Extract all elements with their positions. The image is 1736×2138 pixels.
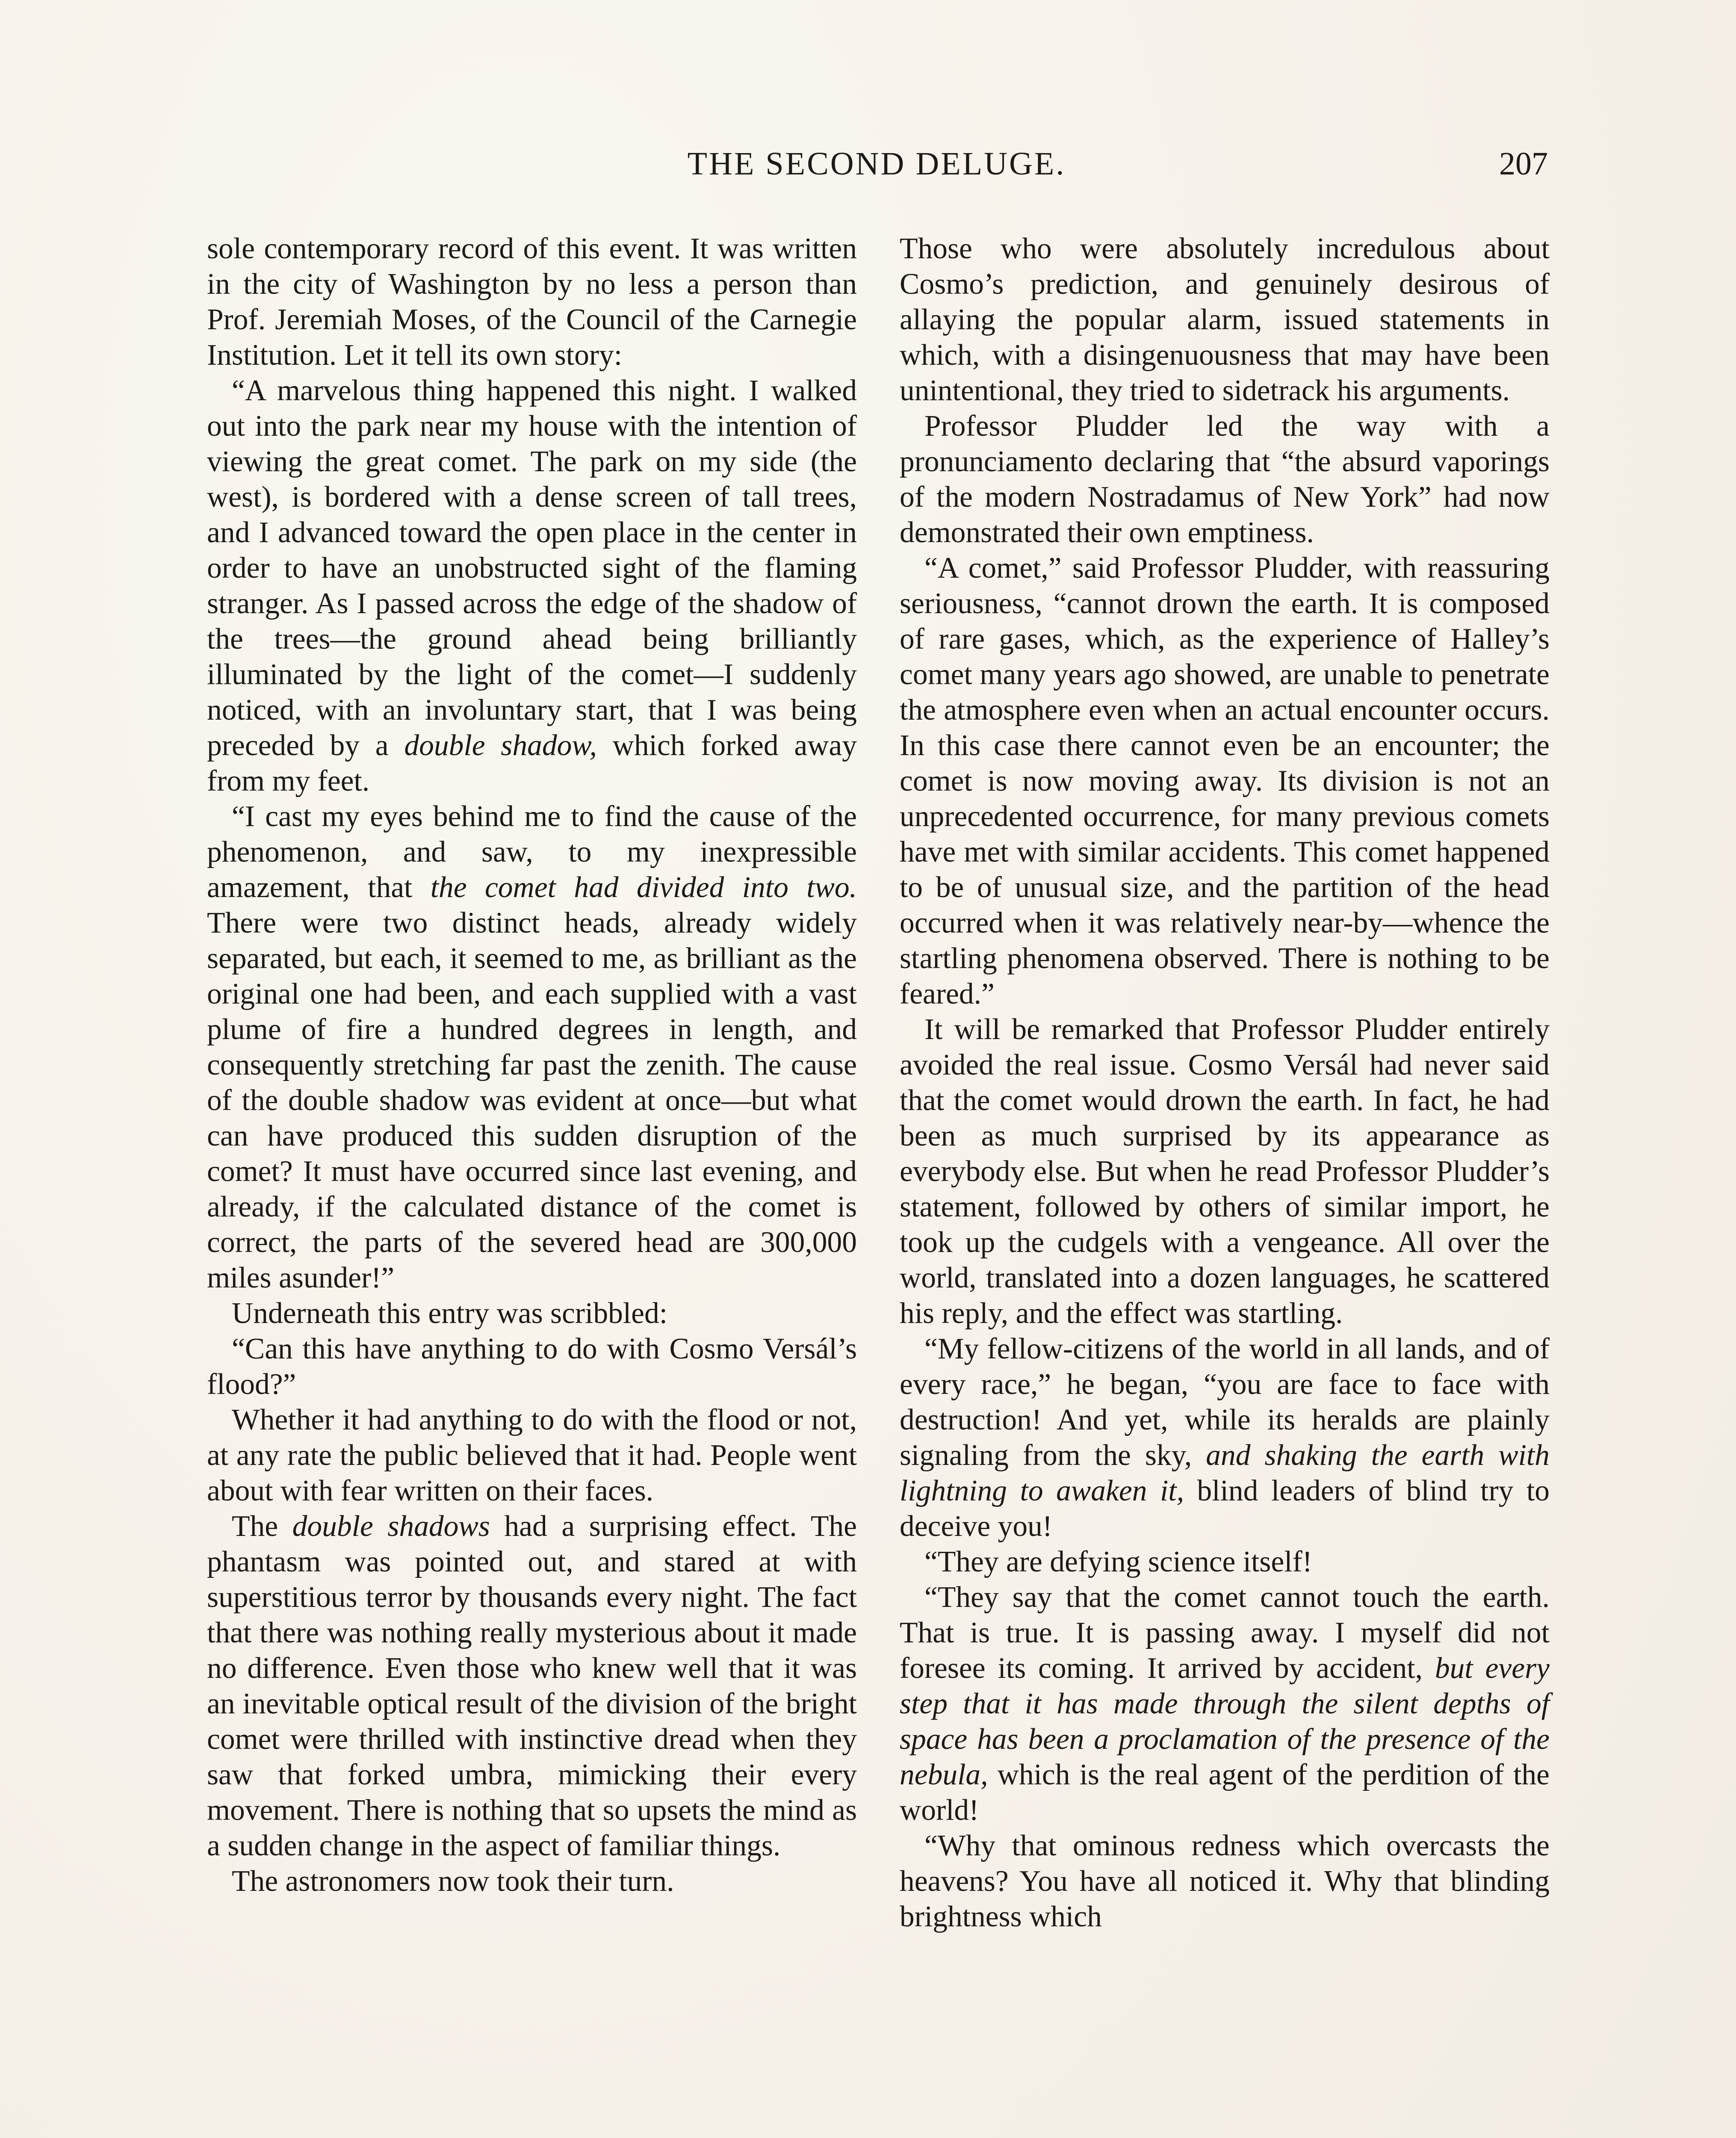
text-columns [207,231,1550,2138]
text-run: “Why that ominous redness which overcasts the heavens? You have all noticed it. Why that blinding brightness which [900,1829,1550,1933]
text-run: “They say that the comet cannot touch the earth. That is true. It is passing away. I myself did not foresee its coming. It arrived by accident, [900,1581,1550,1685]
italic-text: but every step that it has made through the silent depths of space has been a proclamation of the presence of the nebula, [900,1652,1550,1791]
paragraph [207,1402,857,1509]
running-title: THE SECOND DELUGE. [687,146,1066,182]
paragraph [207,1331,857,1402]
paragraph [900,408,1550,550]
text-run: “I cast my eyes behind me to find the cause of the phenomenon, and saw, to my inexpressible amazement, that [207,800,857,904]
paragraph [207,1863,857,1899]
text-run: The astronomers now took their turn. [232,1865,674,1898]
left-column [207,231,857,2138]
paragraph [900,550,1550,1012]
paragraph [900,1828,1550,1934]
paragraph [900,1580,1550,1828]
text-run: It will be remarked that Professor Pludder entirely avoided the real issue. Cosmo Versál had never said that the comet would drown the earth. In fact, he had been as much surprised by its appearance as everybody else. But when he read Professor Pludder’s statement, followed by others of similar import, he took up the cudgels with a vengeance. All over the world, translated into a dozen languages, he scattered his reply, and the effect was startling. [900,1013,1550,1330]
text-run: Whether it had anything to do with the flood or not, at any rate the public believed that it had. People went about with fear written on their faces. [207,1403,857,1507]
text-run: “My fellow-citizens of the world in all lands, and of every race,” he began, “you are face to face with destruction! And yet, while its heralds are plainly signaling from the sky, [900,1332,1550,1472]
text-run: “They are defying science itself! [924,1545,1312,1578]
paragraph [207,799,857,1296]
text-run: had a surprising effect. The phantasm was pointed out, and stared at with superstitious terror by thousands every night. The fact that there was nothing really mysterious about it made no difference. Even those who knew well that it was an inevitable optical result of the division of the bright comet were thrilled with instinctive dread when they saw that forked umbra, mimicking their every movement. There is nothing that so upsets the mind as a sudden change in the aspect of familiar things. [207,1510,857,1862]
italic-text: double shadow, [404,729,597,762]
text-run: The [232,1510,292,1543]
italic-text: the comet had divided into two. [430,871,857,904]
paragraph [207,373,857,799]
paragraph [900,1012,1550,1331]
right-column [900,231,1550,2138]
italic-text: and shaking the earth with lightning to awaken it, [900,1439,1550,1507]
paragraph [207,1296,857,1331]
page-number: 207 [1499,146,1548,182]
text-run: Underneath this entry was scribbled: [232,1297,668,1330]
text-run: “A marvelous thing happened this night. I walked out into the park near my house with the intention of viewing the great comet. The park on my side (the west), is bordered with a dense screen of tall trees, and I advanced toward the open place in the center in order to have an unobstructed sight of the flaming stranger. As I passed across the edge of the shadow of the trees—the ground ahead being brilliantly illuminated by the light of the comet—I suddenly noticed, with an involuntary start, that I was being preceded by a [207,374,857,762]
text-run: “A comet,” said Professor Pludder, with reassuring seriousness, “cannot drown the earth. It is composed of rare gases, which, as the experience of Halley’s comet many years ago showed, are unable to penetrate the atmosphere even when an actual encounter occurs. In this case there cannot even be an encounter; the comet is now moving away. Its division is not an unprecedented occurrence, for many previous comets have met with similar accidents. This comet happened to be of unusual size, and the partition of the head occurred when it was relatively near-by—whence the startling phenomena observed. There is nothing to be feared.” [900,552,1550,1010]
italic-text: double shadows [292,1510,490,1543]
text-run: blind leaders of blind try to deceive you! [900,1474,1550,1543]
paragraph [900,1544,1550,1580]
page-header [205,141,1548,188]
text-run: There were two distinct heads, already widely separated, but each, it seemed to me, as brilliant as the original one had been, and each supplied with a vast plume of fire a hundred degrees in length, and consequently stretching far past the zenith. The cause of the double shadow was evident at once—but what can have produced this sudden disruption of the comet? It must have occurred since last evening, and already, if the calculated distance of the comet is correct, the parts of the severed head are 300,000 miles asunder!” [207,907,857,1294]
text-run: Those who were absolutely incredulous about Cosmo’s prediction, and genuinely desirous of allaying the popular alarm, issued statements in which, with a disingenuousness that may have been unintentional, they tried to sidetrack his arguments. [900,232,1550,407]
paragraph [207,1509,857,1863]
text-run: Professor Pludder led the way with a pronunciamento declaring that “the absurd vaporings of the modern Nostradamus of New York” had now demonstrated their own emptiness. [900,410,1550,549]
text-run: “Can this have anything to do with Cosmo Versál’s flood?” [207,1332,857,1401]
text-run: which forked away from my feet. [207,729,857,797]
paragraph [207,231,857,373]
paragraph [900,1331,1550,1544]
text-run: which is the real agent of the perdition of the world! [900,1758,1550,1827]
paragraph [900,231,1550,408]
text-run: sole contemporary record of this event. It was written in the city of Washington by no less a person than Prof. Jeremiah Moses, of the Council of the Carnegie Institution. Let it tell its own story: [207,232,857,372]
